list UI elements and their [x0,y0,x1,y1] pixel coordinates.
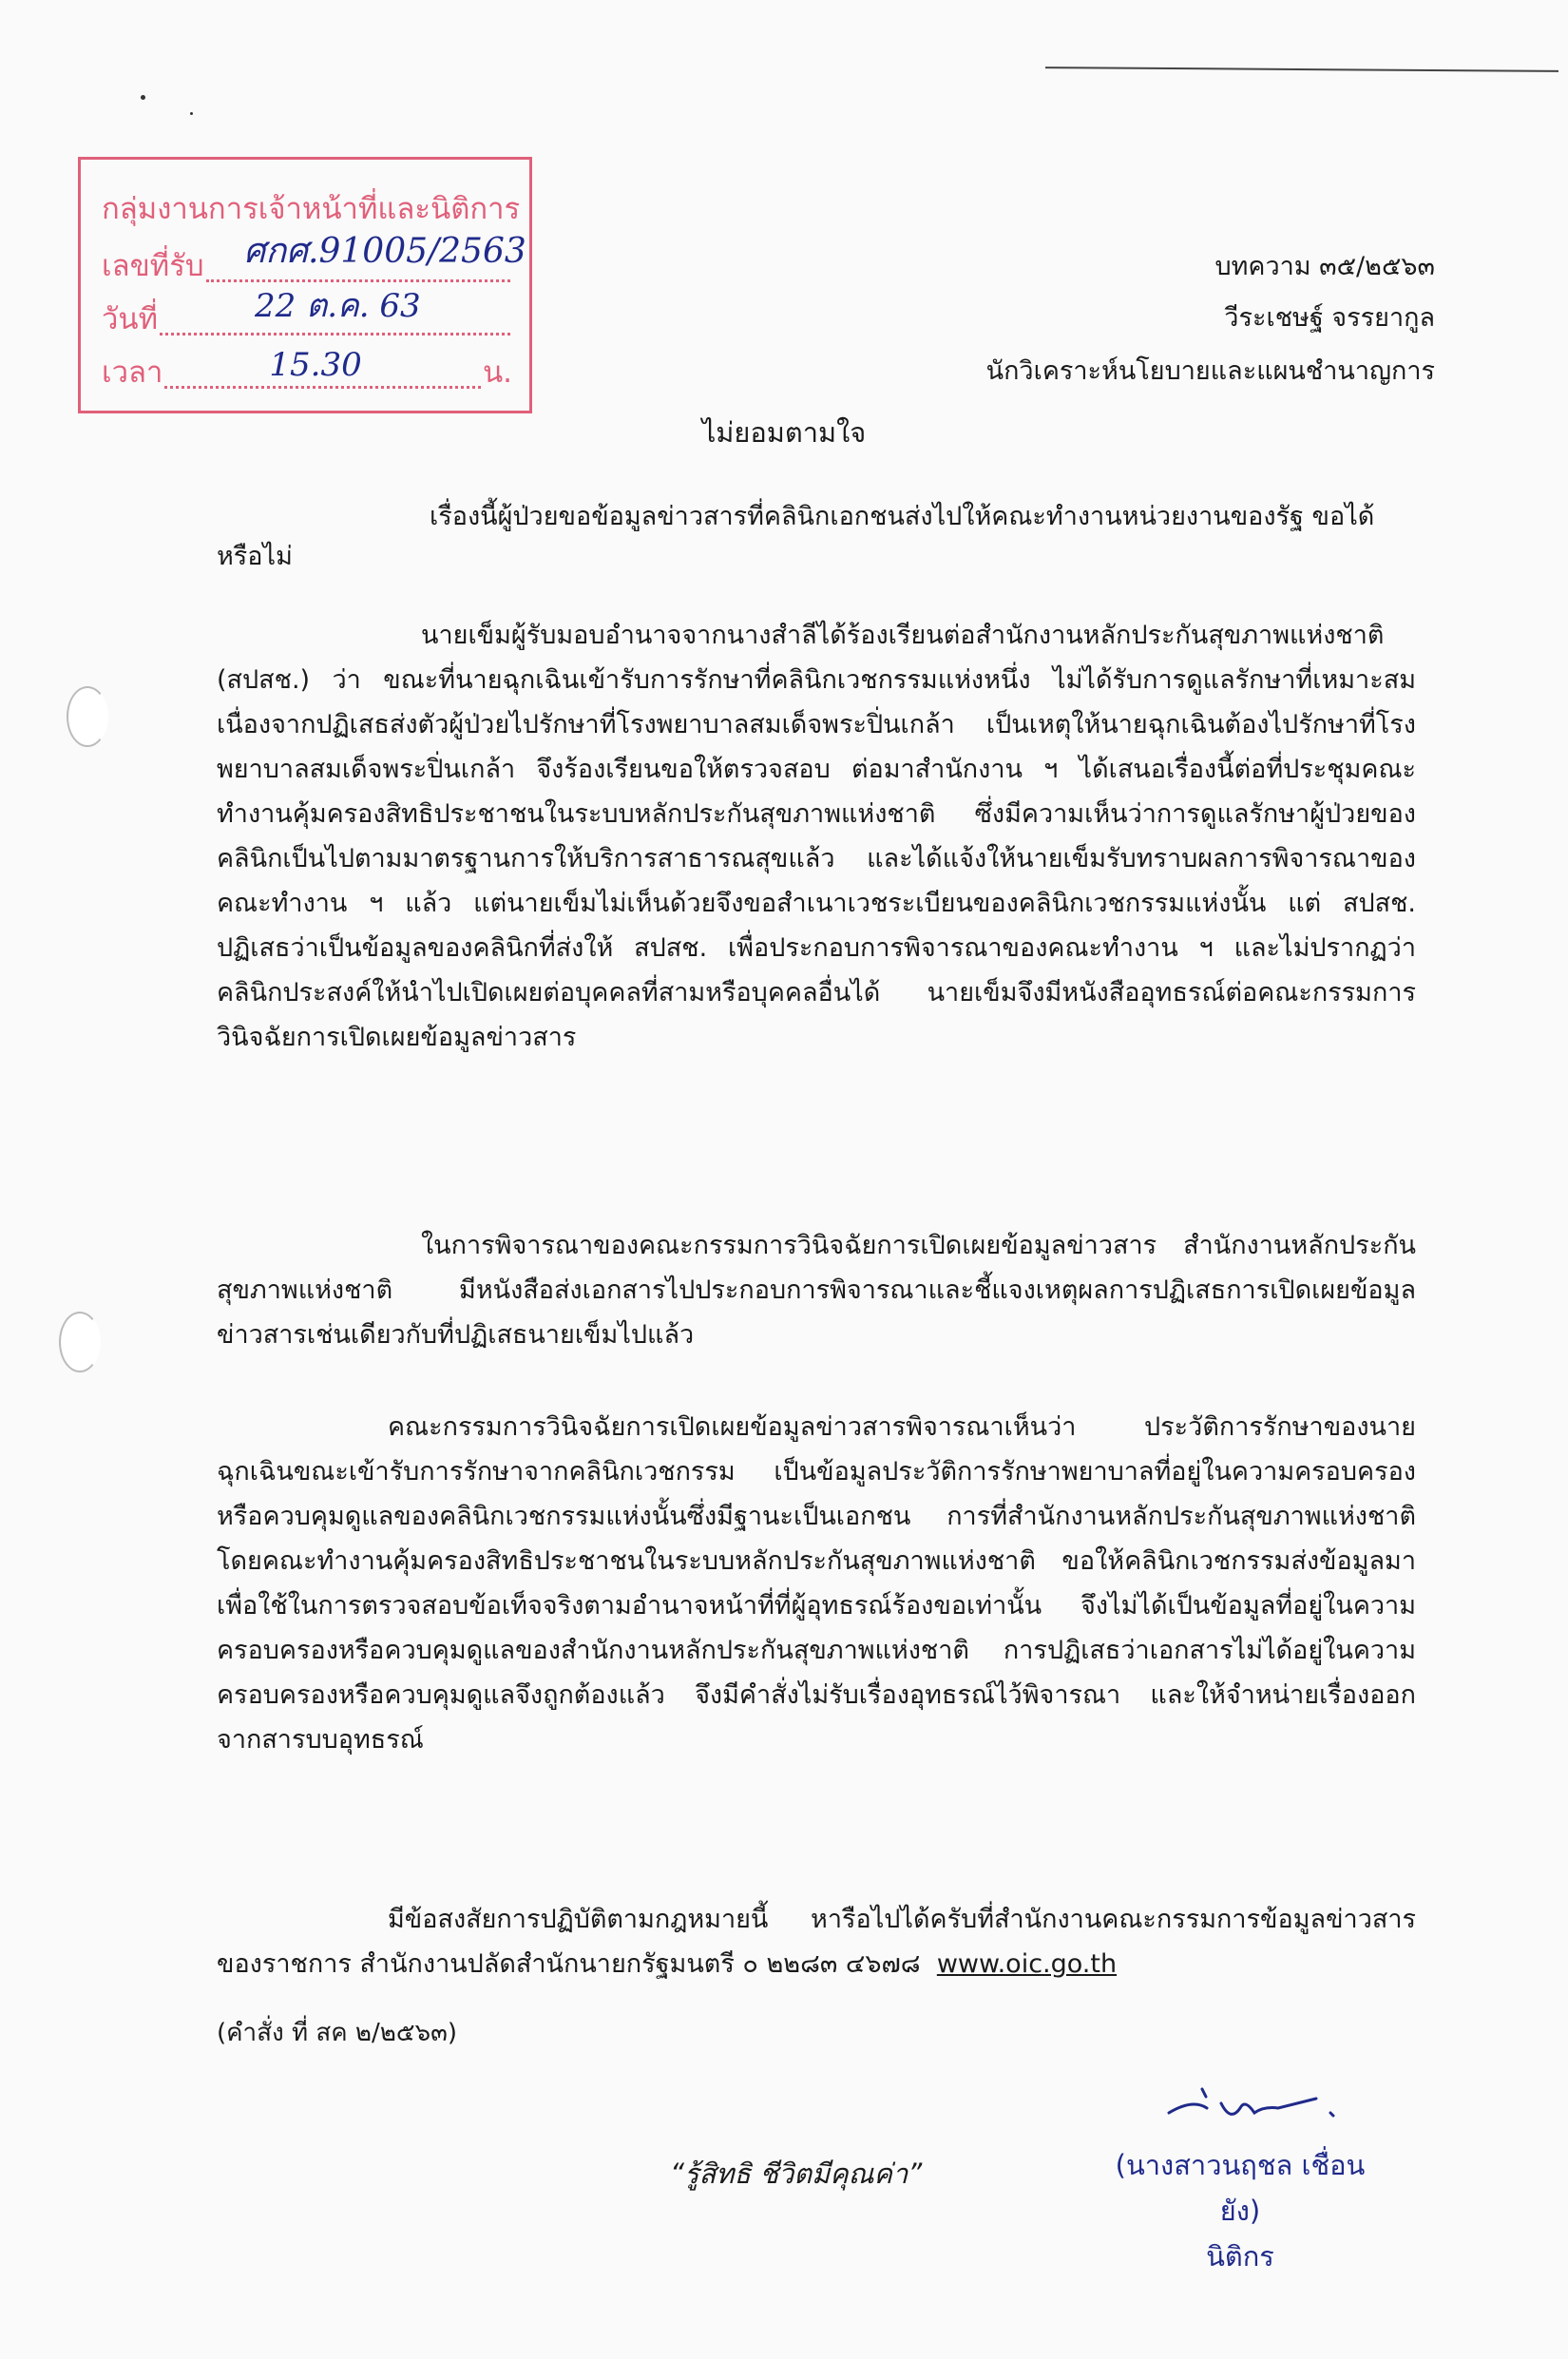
author-position: นักวิเคราะห์นโยบายและแผนชำนาญการ [985,356,1435,386]
stamp-time-label: เวลา [102,355,163,390]
contact-text: มีข้อสงสัยการปฏิบัติตามกฎหมายนี้ หารือไปได้ครับที่สำนักงานคณะกรรมการข้อมูลข่าวสารของราชการ สำนักงานปลัดสำนักนายกรัฐมนตรี ๐ ๒๒๘๓ ๔๖๗๘ [217,1905,1416,1979]
article-number: บทความ ๓๕/๒๕๖๓ [1214,252,1435,281]
paper-speck [190,112,193,115]
punch-hole-top [67,686,108,747]
stamp-date-row [102,287,512,342]
paragraph-contact [217,1897,1416,1986]
signer-position: นิติกร [1206,2240,1274,2273]
paragraph-decision [217,1405,1416,1762]
stamp-time-row [102,348,512,395]
paragraph-complaint [217,613,1416,1060]
question-line-1: เรื่องนี้ผู้ป่วยขอข้อมูลข่าวสารที่คลินิกเอกชนส่งไปให้คณะทำงานหน่วยงานของรัฐ ขอได้ [430,502,1375,531]
stamp-received-field [206,232,526,282]
stamp-received-value: ศกศ.91005/2563 [243,232,526,271]
paragraph-consideration [217,1223,1416,1357]
signature-scribble [1164,2070,1354,2137]
author-name: วีระเชษฐ์ จรรยากูล [1224,303,1435,333]
signer-block [1098,2142,1383,2279]
stamp-time-value: 15.30 [269,346,362,384]
oic-website-link[interactable]: www.oic.go.th [936,1949,1118,1979]
stamp-received-label: เลขที่รับ [102,249,204,283]
stamp-time-field [164,346,481,389]
punch-hole-bottom [59,1312,101,1372]
stamp-unit: กลุ่มงานการเจ้าหน้าที่และนิติการ [102,192,521,226]
signer-name: (นางสาวนฤชล เชื่อนยัง) [1115,2149,1366,2227]
stamp-time-suffix: น. [482,355,512,390]
question-line-2: หรือไม่ [217,542,293,571]
receipt-stamp [78,157,532,413]
order-reference: (คำสั่ง ที่ สค ๒/๒๕๖๓) [217,2019,458,2047]
stamp-date-field [160,287,510,336]
paragraph-decision-text: คณะกรรมการวินิจฉัยการเปิดเผยข้อมูลข่าวสารพิจารณาเห็นว่า ประวัติการรักษาของนายฉุกเฉินขณะเข้ารับการรักษาจากคลินิกเวชกรรม เป็นข้อมูลประวัติการรักษาพยาบาลที่อยู่ในความครอบครองหรือควบคุมดูแลของคลินิกเวชกรรมแห่งนั้นซึ่งมีฐานะเป็นเอกชน การที่สำนักงานหลักประกันสุขภาพแห่งชาติโดยคณะทำงานคุ้มครองสิทธิประชาชนในระบบหลักประกันสุขภาพแห่งชาติ ขอให้คลินิกเวชกรรมส่งข้อมูลมาเพื่อใช้ในการตรวจสอบข้อเท็จจริงตามอำนาจหน้าที่ที่ผู้อุทธรณ์ร้องขอเท่านั้น จึงไม่ได้เป็นข้อมูลที่อยู่ในความครอบครองหรือควบคุมดูแลของสำนักงานหลักประกันสุขภาพแห่งชาติ การปฏิเสธว่าเอกสารไม่ได้อยู่ในความครอบครองหรือควบคุมดูแลจึงถูกต้องแล้ว จึงมีคำสั่งไม่รับเรื่องอุทธรณ์ไว้พิจารณา และให้จำหน่ายเรื่องออกจากสารบบอุทธรณ์ [217,1412,1416,1755]
motto: “รู้สิทธิ ชีวิตมีคุณค่า” [670,2158,923,2190]
paragraph-consideration-text: ในการพิจารณาของคณะกรรมการวินิจฉัยการเปิดเผยข้อมูลข่าวสาร สำนักงานหลักประกันสุขภาพแห่งชาติ มีหนังสือส่งเอกสารไปประกอบการพิจารณาและชี้แจงเหตุผลการปฏิเสธการเปิดเผยข้อมูลข่าวสารเช่นเดียวกับที่ปฏิเสธนายเข็มไปแล้ว [217,1231,1416,1350]
page-edge-line [1045,67,1558,72]
stamp-date-label: วันที่ [102,302,159,336]
paragraph-complaint-text: นายเข็มผู้รับมอบอำนาจจากนางสำลีได้ร้องเรียนต่อสำนักงานหลักประกันสุขภาพแห่งชาติ (สปสช.) ว่า ขณะที่นายฉุกเฉินเข้ารับการรักษาที่คลินิกเวชกรรมแห่งหนึ่ง ไม่ได้รับการดูแลรักษาที่เหมาะสม เนื่องจากปฏิเสธส่งตัวผู้ป่วยไปรักษาที่โรงพยาบาลสมเด็จพระปิ่นเกล้า เป็นเหตุให้นายฉุกเฉินต้องไปรักษาที่โรงพยาบาลสมเด็จพระปิ่นเกล้า จึงร้องเรียนขอให้ตรวจสอบ ต่อมาสำนักงาน ฯ ได้เสนอเรื่องนี้ต่อที่ประชุมคณะทำงานคุ้มครองสิทธิประชาชนในระบบหลักประกันสุขภาพแห่งชาติ ซึ่งมีความเห็นว่าการดูแลรักษาผู้ป่วยของคลินิกเป็นไปตามมาตรฐานการให้บริการสาธารณสุขแล้ว และได้แจ้งให้นายเข็มรับทราบผลการพิจารณาของคณะทำงาน ฯ แล้ว แต่นายเข็มไม่เห็นด้วยจึงขอสำเนาเวชระเบียนของคลินิกเวชกรรมแห่งนั้น แต่ สปสช. ปฏิเสธว่าเป็นข้อมูลของคลินิกที่ส่งให้ สปสช. เพื่อประกอบการพิจารณาของคณะทำงาน ฯ และไม่ปรากฏว่าคลินิกประสงค์ให้นำไปเปิดเผยต่อบุคคลที่สามหรือบุคคลอื่นได้ นายเข็มจึงมีหนังสืออุทธรณ์ต่อคณะกรรมการวินิจฉัยการเปิดเผยข้อมูลข่าวสาร [217,621,1416,1052]
paper-speck [141,95,145,100]
stamp-date-value: 22 ต.ค. 63 [255,287,421,325]
document-title: ไม่ยอมตามใจ [701,416,867,449]
